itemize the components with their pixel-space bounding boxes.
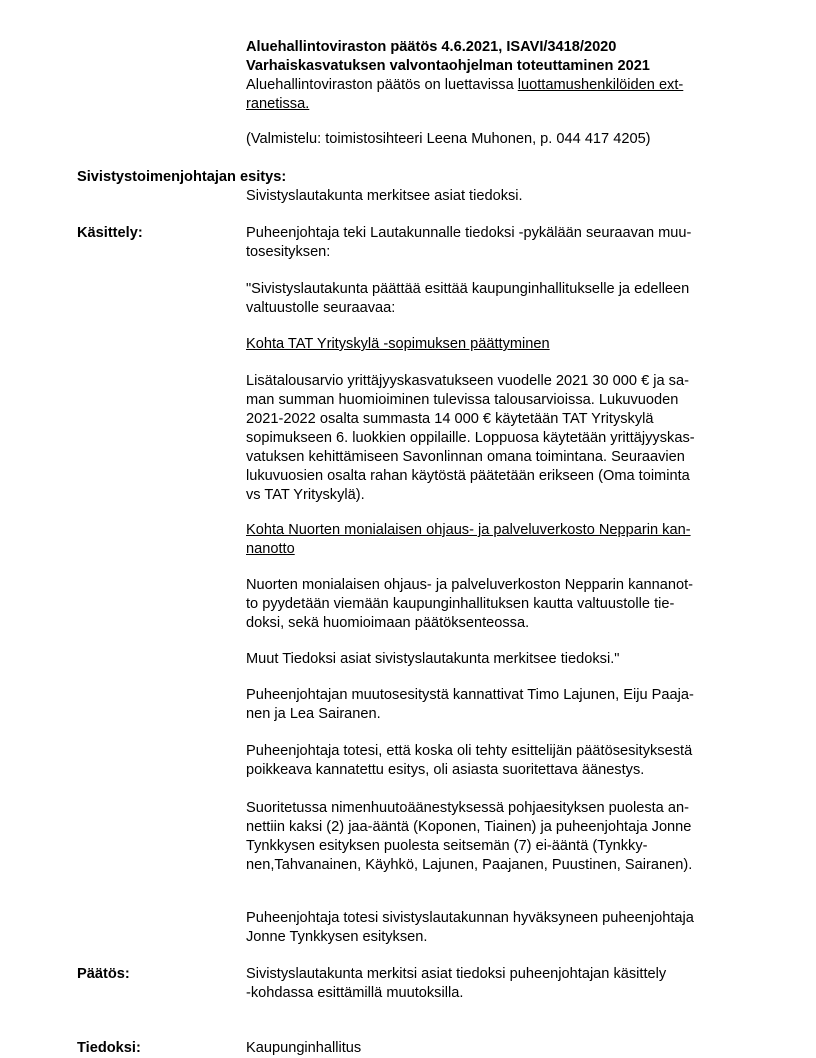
neppari-paragraph-line: Nuorten monialaisen ohjaus- ja palveluverkoston Nepparin kannanot- xyxy=(246,577,693,593)
decision-label: Päätös: xyxy=(77,966,130,982)
tat-paragraph-line: lukuvuosien osalta rahan käytöstä päätetään erikseen (Oma toiminta xyxy=(246,468,690,484)
for-info-label: Tiedoksi: xyxy=(77,1040,141,1056)
extranet-note xyxy=(246,76,683,95)
proposal-label: Sivistystoimenjohtajan esitys: xyxy=(77,169,287,185)
tat-paragraph-line: vs TAT Yrityskylä). xyxy=(246,487,365,503)
processing-intro-line: tosesityksen: xyxy=(246,244,331,260)
quote-open-line: "Sivistyslautakunta päättää esittää kaupunginhallitukselle ja edelleen xyxy=(246,281,690,297)
approval-line: Puheenjohtaja totesi sivistyslautakunnan hyväksyneen puheenjohtaja xyxy=(246,910,694,926)
quote-open-line: valtuustolle seuraavaa: xyxy=(246,300,396,316)
section-heading-neppari: Kohta Nuorten monialaisen ohjaus- ja palveluverkosto Nepparin kan- xyxy=(246,522,691,538)
vote-result-line: nen,Tahvanainen, Käyhkö, Lajunen, Paajanen, Puustinen, Sairanen). xyxy=(246,857,693,873)
decision-text-line: Sivistyslautakunta merkitsi asiat tiedoksi puheenjohtajan käsittely xyxy=(246,966,667,982)
tat-paragraph-line: Lisätalousarvio yrittäjyyskasvatukseen vuodelle 2021 30 000 € ja sa- xyxy=(246,373,689,389)
neppari-paragraph-line: to pyydetään viemään kaupunginhallituksen kautta valtuustolle tie- xyxy=(246,596,675,612)
decision-title: Aluehallintoviraston päätös 4.6.2021, ISAVI/3418/2020 xyxy=(246,39,617,55)
for-info-text: Kaupunginhallitus xyxy=(246,1040,362,1056)
vote-result-line: Suoritetussa nimenhuutoäänestyksessä pohjaesityksen puolesta an- xyxy=(246,800,689,816)
seconders-line: Puheenjohtajan muutosesitystä kannattivat Timo Lajunen, Eiju Paaja- xyxy=(246,687,694,703)
vote-result-line: nettiin kaksi (2) jaa-ääntä (Koponen, Tiainen) ja puheenjohtaja Jonne xyxy=(246,819,692,835)
tat-paragraph-line: sopimukseen 6. luokkien oppilaille. Loppuosa käytetään yrittäjyyskas- xyxy=(246,430,695,446)
vote-required-line: poikkeava kannatettu esitys, oli asiasta suoritettava äänestys. xyxy=(246,762,645,778)
vote-result-line: Tynkkysen esityksen puolesta seitsemän (7) ei-ääntä (Tynkky- xyxy=(246,838,648,854)
decision-text-line: -kohdassa esittämillä muutoksilla. xyxy=(246,985,464,1001)
extranet-link-continued[interactable]: ranetissa. xyxy=(246,96,310,112)
vote-required-line: Puheenjohtaja totesi, että koska oli tehty esittelijän päätösesityksestä xyxy=(246,743,693,759)
other-items-note: Muut Tiedoksi asiat sivistyslautakunta merkitsee tiedoksi." xyxy=(246,651,620,667)
extranet-link[interactable]: luottamushenkilöiden ext- xyxy=(517,77,684,93)
tat-paragraph-line: vatuksen kehittämiseen Savonlinnan omana toimintana. Seuraavien xyxy=(246,449,685,465)
seconders-line: nen ja Lea Sairanen. xyxy=(246,706,381,722)
approval-line: Jonne Tynkkysen esityksen. xyxy=(246,929,428,945)
neppari-paragraph-line: doksi, sekä huomioimaan päätöksenteossa. xyxy=(246,615,530,631)
tat-paragraph-line: man summan huomioiminen tulevissa talousarvioissa. Lukuvuoden xyxy=(246,392,679,408)
preparer-note: (Valmistelu: toimistosihteeri Leena Muhonen, p. 044 417 4205) xyxy=(246,131,651,147)
processing-label: Käsittely: xyxy=(77,225,143,241)
section-heading-tat: Kohta TAT Yrityskylä -sopimuksen päättyminen xyxy=(246,336,550,352)
extranet-note-text: Aluehallintoviraston päätös on luettavissa xyxy=(246,77,518,93)
proposal-text: Sivistyslautakunta merkitsee asiat tiedoksi. xyxy=(246,188,523,204)
tat-paragraph-line: 2021-2022 osalta summasta 14 000 € käytetään TAT Yrityskylä xyxy=(246,411,654,427)
section-heading-neppari-continued: nanotto xyxy=(246,541,295,557)
decision-subtitle: Varhaiskasvatuksen valvontaohjelman toteuttaminen 2021 xyxy=(246,58,650,74)
processing-intro-line: Puheenjohtaja teki Lautakunnalle tiedoksi -pykälään seuraavan muu- xyxy=(246,225,692,241)
